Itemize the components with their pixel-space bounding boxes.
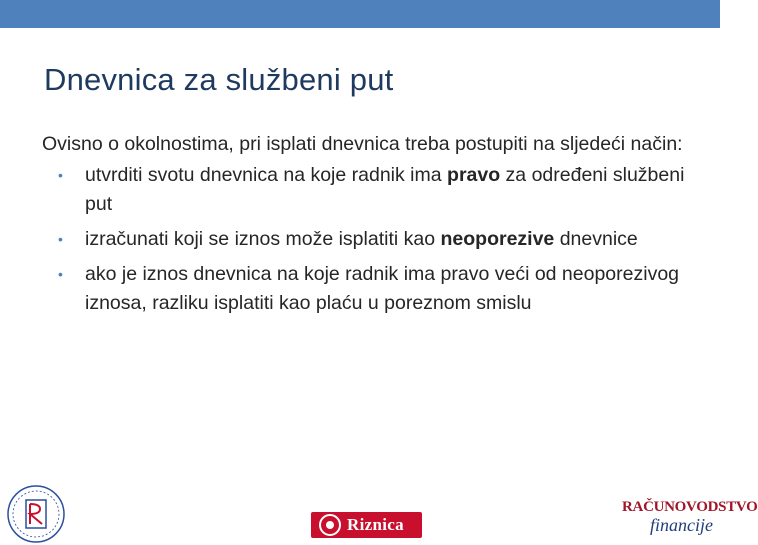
riznica-emblem-icon (319, 514, 341, 536)
seal-icon (0, 478, 72, 540)
bullet-dot: • (58, 231, 63, 247)
rf-logo-line2: financije (650, 515, 713, 535)
bullet-text-after: dnevnice (554, 228, 638, 250)
slide-title: Dnevnica za službeni put (44, 62, 394, 97)
bullet-text-before: utvrditi svotu dnevnica na koje radnik ima (85, 164, 448, 186)
riznica-logo (311, 512, 422, 538)
bullet-item-3 (42, 260, 692, 318)
intro-text: Ovisno o okolnostima, pri isplati dnevnica treba postupiti na sljedeći način: (42, 133, 683, 155)
bullet-item-2 (42, 225, 692, 254)
bullet-text-before: ako je iznos dnevnica na koje radnik ima pravo veći od neoporezivog iznosa, razliku isplatiti kao plaću u poreznom smislu (85, 263, 680, 314)
bullet-item-1 (42, 161, 692, 219)
slide-body (42, 130, 692, 324)
bullet-text-bold: neoporezive (440, 228, 555, 250)
racunovodstvo-financije-logo (622, 497, 758, 540)
bullet-text-before: izračunati koji se iznos može isplatiti kao (85, 228, 441, 250)
bullet-dot: • (58, 266, 63, 282)
bullet-text-bold: pravo (447, 164, 501, 186)
top-accent-bar (0, 0, 720, 28)
bullet-text-after: za određeni službeni put (85, 164, 685, 215)
bullet-list (42, 161, 692, 318)
bullet-dot: • (58, 167, 63, 183)
rf-logo-line1: RAČUNOVODSTVO (622, 499, 758, 515)
riznica-logo-text: Riznica (347, 515, 404, 534)
association-seal-logo (0, 478, 72, 540)
